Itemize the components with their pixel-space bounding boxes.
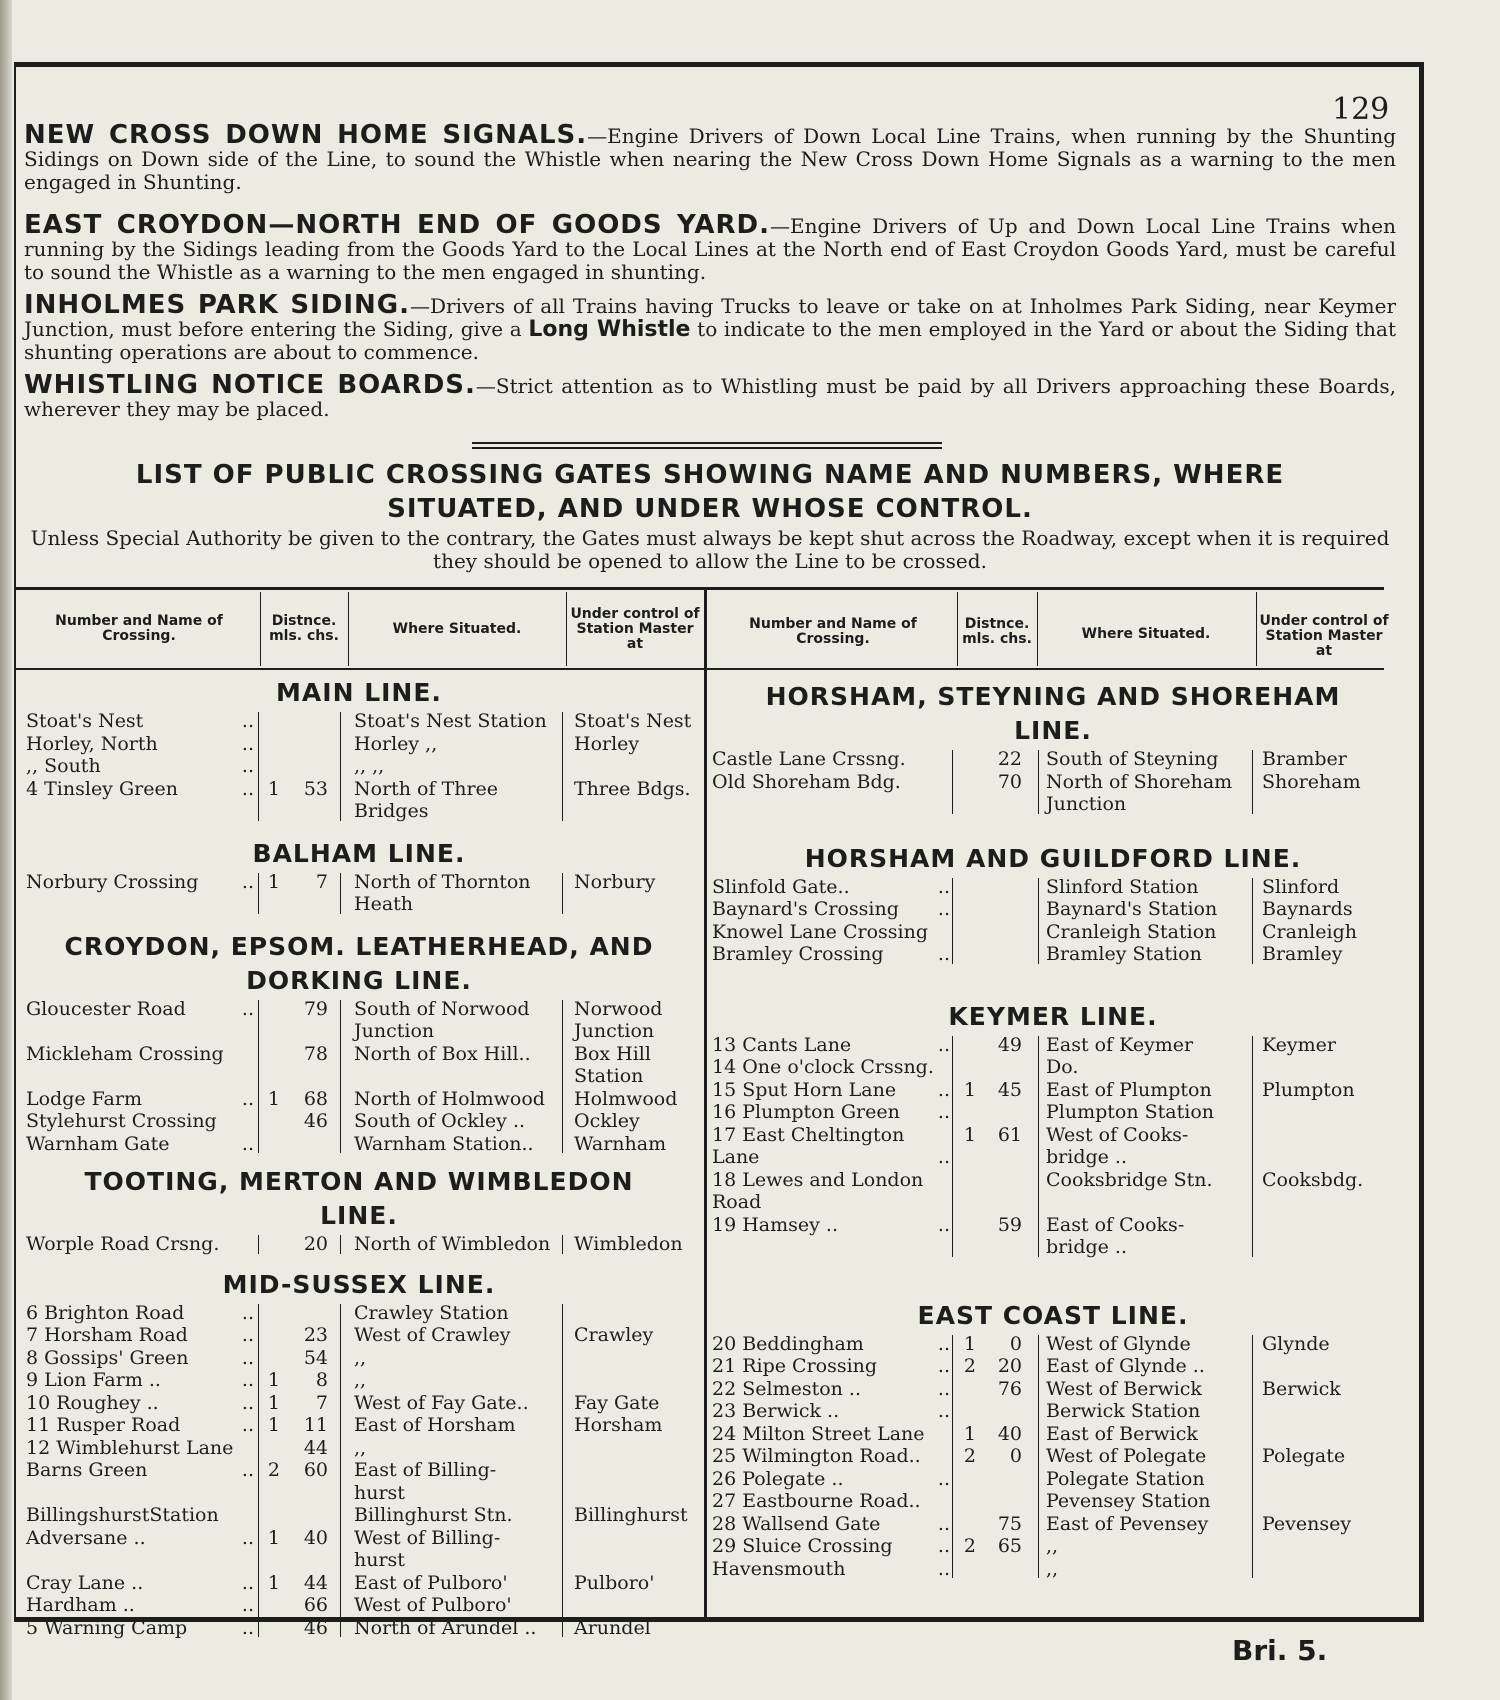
where-situated: Junction bbox=[1046, 793, 1127, 815]
crossing-name: Barns Green bbox=[26, 1459, 148, 1481]
where-situated: Warnham Station.. bbox=[354, 1132, 534, 1155]
where-situated: Stoat's Nest Station bbox=[354, 710, 547, 732]
leader-dots: .. bbox=[241, 1571, 254, 1594]
leader-dots: .. bbox=[241, 710, 254, 732]
leader-dots: .. bbox=[241, 1369, 254, 1391]
where-situated: hurst bbox=[354, 1481, 405, 1504]
crossing-name: Old Shoreham Bdg. bbox=[712, 770, 901, 793]
crossing-name: 17 East Cheltington bbox=[712, 1123, 905, 1146]
leader-dots: .. bbox=[937, 1557, 950, 1580]
notice-text: —Strict attention as to Whistling must be paid by all Drivers approaching these Boards, wherever they may be placed. bbox=[24, 374, 1396, 421]
distance-miles: 1 bbox=[267, 1526, 280, 1549]
notice-heading: INHOLMES PARK SIDING. bbox=[24, 290, 411, 320]
leader-dots: .. bbox=[241, 1301, 254, 1324]
station-master: Crawley bbox=[574, 1324, 654, 1346]
distance-miles: 1 bbox=[963, 1332, 976, 1355]
section-title: KEYMER LINE. bbox=[948, 1001, 1158, 1031]
crossing-name: Road bbox=[712, 1191, 762, 1213]
distance-chains: 11 bbox=[303, 1414, 328, 1436]
station-master: Norbury bbox=[574, 870, 656, 893]
crossing-name: 8 Gossips' Green bbox=[26, 1346, 189, 1369]
distance-chains: 66 bbox=[303, 1594, 328, 1616]
station-master: Baynards bbox=[1262, 898, 1353, 920]
distance-miles: 2 bbox=[963, 1445, 976, 1467]
leader-dots: .. bbox=[937, 1400, 950, 1422]
crossing-name: 24 Milton Street Lane bbox=[712, 1422, 925, 1445]
section-title: LINE. bbox=[1014, 716, 1092, 745]
leader-dots: .. bbox=[937, 1146, 950, 1168]
where-situated: West of Crawley bbox=[354, 1324, 511, 1346]
leader-dots: .. bbox=[937, 1078, 950, 1101]
page-number: 129 bbox=[1332, 92, 1390, 127]
station-master: Bramber bbox=[1262, 748, 1347, 770]
where-situated: Cooksbridge Stn. bbox=[1046, 1168, 1213, 1191]
where-situated: Heath bbox=[354, 893, 414, 915]
crossing-name: Gloucester Road bbox=[26, 997, 186, 1020]
station-master: Junction bbox=[574, 1020, 655, 1042]
leader-dots: .. bbox=[241, 997, 254, 1020]
where-situated: bridge .. bbox=[1046, 1236, 1128, 1258]
distance-chains: 40 bbox=[303, 1526, 328, 1549]
leader-dots: .. bbox=[241, 1391, 254, 1414]
distance-chains: 79 bbox=[303, 997, 328, 1020]
header-where: Where Situated. bbox=[392, 621, 522, 637]
station-master: Bramley bbox=[1262, 943, 1343, 965]
where-situated: Pevensey Station bbox=[1046, 1490, 1211, 1512]
station-master: Pulboro' bbox=[574, 1571, 655, 1594]
crossing-name: ,, South bbox=[26, 755, 101, 777]
section-title: LINE. bbox=[320, 1201, 398, 1230]
station-master: Horsham bbox=[574, 1414, 663, 1436]
leader-dots: .. bbox=[937, 1377, 950, 1400]
where-situated: ,, bbox=[354, 1369, 367, 1391]
distance-chains: 60 bbox=[303, 1459, 328, 1481]
station-master: Shoreham bbox=[1262, 770, 1361, 793]
leader-dots: .. bbox=[937, 1332, 950, 1355]
notice-whistling bbox=[24, 370, 1396, 421]
list-title-line: LIST OF PUBLIC CROSSING GATES SHOWING NAME AND NUMBERS, WHERE bbox=[135, 460, 1285, 490]
station-master: Norwood bbox=[574, 997, 663, 1020]
station-master: Billinghurst bbox=[574, 1504, 688, 1526]
crossing-name: 12 Wimblehurst Lane bbox=[26, 1436, 234, 1459]
leader-dots: .. bbox=[241, 1526, 254, 1549]
crossing-name: Castle Lane Crssng. bbox=[712, 748, 906, 770]
station-master: Stoat's Nest bbox=[574, 710, 692, 732]
where-situated: East of Keymer bbox=[1046, 1033, 1194, 1056]
where-situated: North of Three bbox=[354, 777, 499, 800]
leader-dots: .. bbox=[241, 1459, 254, 1481]
column-divider bbox=[704, 589, 707, 1619]
leader-dots: .. bbox=[241, 1616, 254, 1639]
leader-dots: .. bbox=[241, 777, 254, 800]
where-situated: North of Arundel .. bbox=[354, 1616, 537, 1639]
distance-chains: 23 bbox=[303, 1324, 328, 1346]
list-title bbox=[24, 458, 1396, 526]
distance-chains: 8 bbox=[315, 1369, 328, 1391]
where-situated: South of Ockley .. bbox=[354, 1110, 526, 1132]
distance-miles: 1 bbox=[267, 1414, 280, 1436]
list-title-line: SITUATED, AND UNDER WHOSE CONTROL. bbox=[387, 494, 1033, 524]
station-master: Plumpton bbox=[1262, 1078, 1355, 1101]
notice-east-croydon bbox=[24, 210, 1396, 284]
leader-dots: .. bbox=[241, 1087, 254, 1110]
section-title: HORSHAM AND GUILDFORD LINE. bbox=[804, 843, 1302, 873]
crossing-name: 18 Lewes and London bbox=[712, 1168, 924, 1191]
crossing-name: 21 Ripe Crossing bbox=[712, 1355, 878, 1377]
station-master: Ockley bbox=[574, 1110, 640, 1132]
distance-chains: 7 bbox=[315, 870, 328, 893]
where-situated: West of Pulboro' bbox=[354, 1594, 512, 1616]
crossing-name: Adversane .. bbox=[26, 1526, 146, 1549]
leader-dots: .. bbox=[937, 875, 950, 898]
crossing-name: 7 Horsham Road bbox=[26, 1324, 188, 1346]
crossing-name: Norbury Crossing bbox=[26, 870, 199, 893]
where-situated: bridge .. bbox=[1046, 1146, 1128, 1168]
leader-dots: .. bbox=[241, 1346, 254, 1369]
crossing-name: Baynard's Crossing bbox=[712, 898, 899, 920]
where-situated: North of Wimbledon bbox=[354, 1233, 551, 1255]
notice-text: —Drivers of all Trains having Trucks to leave or take on at Inholmes Park Siding, near Keymer Junction, must before entering the Siding, give a bbox=[24, 294, 1397, 341]
station-master: Three Bdgs. bbox=[574, 777, 691, 800]
where-situated: East of Billing- bbox=[354, 1459, 497, 1481]
station-master: Berwick bbox=[1262, 1377, 1341, 1400]
crossing-name: Horley, North bbox=[26, 732, 158, 755]
crossing-name: 15 Sput Horn Lane bbox=[712, 1078, 897, 1101]
distance-chains: 22 bbox=[997, 748, 1022, 770]
crossing-name: Lodge Farm bbox=[26, 1087, 142, 1110]
distance-chains: 45 bbox=[997, 1078, 1022, 1101]
crossing-name: 13 Cants Lane bbox=[712, 1033, 852, 1056]
where-situated: East of Horsham bbox=[354, 1414, 516, 1436]
station-master: Warnham bbox=[574, 1132, 667, 1155]
leader-dots: .. bbox=[241, 1324, 254, 1346]
crossing-name: Knowel Lane Crossing bbox=[712, 920, 928, 943]
distance-chains: 44 bbox=[303, 1436, 328, 1459]
leader-dots: .. bbox=[241, 732, 254, 755]
distance-miles: 2 bbox=[963, 1535, 976, 1557]
where-situated: Plumpton Station bbox=[1046, 1101, 1214, 1123]
distance-chains: 68 bbox=[303, 1087, 328, 1110]
station-master: Slinford bbox=[1262, 875, 1340, 898]
crossing-name: Slinfold Gate.. bbox=[712, 875, 850, 898]
where-situated: ,, bbox=[1046, 1535, 1059, 1557]
distance-chains: 49 bbox=[997, 1033, 1022, 1056]
station-master: Box Hill bbox=[574, 1042, 651, 1065]
where-situated: Bridges bbox=[354, 800, 429, 822]
where-situated: East of Berwick bbox=[1046, 1422, 1198, 1445]
distance-chains: 20 bbox=[997, 1355, 1022, 1377]
header-distance: Distnce. mls. chs. bbox=[269, 613, 339, 644]
station-master: Fay Gate bbox=[574, 1391, 660, 1414]
notice-text: —Engine Drivers of Up and Down Local Line Trains when running by the Sidings leading from the Goods Yard to the Local Lines at the North end of East Croydon Goods Yard, must be careful to sound the Whistle as a warning to the men engaged in shunting. bbox=[24, 214, 1396, 284]
section-title: HORSHAM, STEYNING AND SHOREHAM bbox=[765, 682, 1341, 711]
distance-chains: 59 bbox=[997, 1213, 1022, 1236]
crossing-name: Worple Road Crsng. bbox=[26, 1233, 220, 1255]
distance-chains: 0 bbox=[1009, 1445, 1022, 1467]
section-title: MID-SUSSEX LINE. bbox=[222, 1269, 496, 1299]
notice-new-cross bbox=[24, 120, 1396, 194]
distance-chains: 44 bbox=[303, 1571, 328, 1594]
distance-chains: 53 bbox=[303, 777, 328, 800]
notice-heading: NEW CROSS DOWN HOME SIGNALS. bbox=[24, 120, 588, 150]
station-master: Horley bbox=[574, 732, 640, 755]
crossing-name: Havensmouth bbox=[712, 1557, 846, 1580]
distance-miles: 2 bbox=[963, 1355, 976, 1377]
distance-miles: 1 bbox=[963, 1078, 976, 1101]
distance-chains: 75 bbox=[997, 1512, 1022, 1535]
distance-miles: 1 bbox=[267, 1087, 280, 1110]
distance-chains: 20 bbox=[303, 1233, 328, 1255]
where-situated: East of Plumpton bbox=[1046, 1078, 1212, 1101]
leader-dots: .. bbox=[937, 1467, 950, 1490]
station-master: Station bbox=[574, 1065, 644, 1087]
where-situated: North of Shoreham bbox=[1046, 770, 1233, 793]
notice-inholmes bbox=[24, 290, 1397, 364]
where-situated: West of Polegate bbox=[1046, 1445, 1207, 1467]
station-master: Keymer bbox=[1262, 1033, 1337, 1056]
notice-text: —Engine Drivers of Down Local Line Trains, when running by the Shunting Sidings on Down side of the Line, to sound the Whistle when nearing the New Cross Down Home Signals as a warning to the men engaged in Shunting. bbox=[24, 124, 1396, 194]
leader-dots: .. bbox=[937, 943, 950, 965]
leader-dots: .. bbox=[937, 1033, 950, 1056]
leader-dots: .. bbox=[241, 870, 254, 893]
where-situated: Polegate Station bbox=[1046, 1467, 1205, 1490]
header-control: Under control of Station Master at bbox=[1259, 613, 1389, 659]
distance-miles: 1 bbox=[267, 1571, 280, 1594]
crossing-name: Stylehurst Crossing bbox=[26, 1110, 217, 1132]
where-situated: West of Berwick bbox=[1046, 1377, 1202, 1400]
where-situated: West of Glynde bbox=[1046, 1332, 1191, 1355]
where-situated: ,, ,, bbox=[354, 755, 385, 777]
where-situated: South of Norwood bbox=[354, 997, 530, 1020]
crossing-name: 28 Wallsend Gate bbox=[712, 1512, 881, 1535]
section-title: CROYDON, EPSOM. LEATHERHEAD, AND bbox=[64, 931, 654, 961]
crossing-name: Warnham Gate bbox=[26, 1132, 170, 1155]
where-situated: Junction bbox=[354, 1020, 435, 1042]
crossing-name: 6 Brighton Road bbox=[26, 1301, 185, 1324]
crossing-name: Cray Lane .. bbox=[26, 1571, 144, 1594]
header-where: Where Situated. bbox=[1081, 626, 1211, 642]
crossing-name: 11 Rusper Road bbox=[26, 1414, 181, 1436]
list-note: Unless Special Authority be given to the contrary, the Gates must always be kept shut across the Roadway, except when it is required they should be opened to allow the Line to be crossed. bbox=[30, 526, 1390, 573]
section-title: EAST COAST LINE. bbox=[917, 1300, 1189, 1330]
station-master: Pevensey bbox=[1262, 1512, 1352, 1535]
where-situated: West of Billing- bbox=[354, 1526, 501, 1549]
notice-heading: EAST CROYDON—NORTH END OF GOODS YARD. bbox=[24, 210, 770, 240]
crossing-name: 22 Selmeston .. bbox=[712, 1377, 861, 1400]
distance-chains: 46 bbox=[303, 1110, 328, 1132]
leader-dots: .. bbox=[241, 755, 254, 777]
crossing-name: Stoat's Nest bbox=[26, 710, 144, 732]
section-title: BALHAM LINE. bbox=[252, 838, 466, 868]
distance-chains: 54 bbox=[303, 1346, 328, 1369]
where-situated: ,, bbox=[1046, 1557, 1059, 1580]
crossing-name: 19 Hamsey .. bbox=[712, 1213, 838, 1236]
crossing-name: 5 Warning Camp bbox=[26, 1616, 188, 1639]
where-situated: Billinghurst Stn. bbox=[354, 1504, 513, 1526]
notice-text: to indicate to the men employed in the Yard or about the Siding that shunting operations are about to commence. bbox=[24, 317, 1396, 364]
crossing-name: 4 Tinsley Green bbox=[26, 777, 178, 800]
distance-miles: 1 bbox=[963, 1422, 976, 1445]
distance-chains: 46 bbox=[303, 1616, 328, 1639]
header-bottom-rule bbox=[14, 668, 1384, 670]
crossing-name: 10 Roughey .. bbox=[26, 1391, 159, 1414]
section-title: TOOTING, MERTON AND WIMBLEDON bbox=[84, 1167, 634, 1196]
station-master: Cranleigh bbox=[1262, 920, 1357, 943]
distance-chains: 7 bbox=[315, 1391, 328, 1414]
crossing-name: 25 Wilmington Road.. bbox=[712, 1445, 921, 1467]
distance-miles: 2 bbox=[267, 1459, 280, 1481]
where-situated: West of Cooks- bbox=[1046, 1123, 1189, 1146]
where-situated: Berwick Station bbox=[1046, 1400, 1201, 1422]
footer-mark: Bri. 5. bbox=[1232, 1634, 1328, 1667]
notice-heading: WHISTLING NOTICE BOARDS. bbox=[24, 370, 476, 400]
where-situated: ,, bbox=[354, 1436, 367, 1459]
where-situated: hurst bbox=[354, 1549, 405, 1571]
station-master: Polegate bbox=[1262, 1445, 1346, 1467]
table-top-rule bbox=[14, 587, 1384, 590]
where-situated: North of Box Hill.. bbox=[354, 1042, 531, 1065]
crossing-name: Lane bbox=[712, 1146, 760, 1168]
header-name: Number and Name of Crossing. bbox=[55, 613, 223, 644]
where-situated: North of Thornton bbox=[354, 870, 531, 893]
crossing-name: 14 One o'clock Crssng. bbox=[712, 1056, 934, 1078]
where-situated: North of Holmwood bbox=[354, 1087, 545, 1110]
station-master: Cooksbdg. bbox=[1262, 1168, 1364, 1191]
station-master: Arundel bbox=[574, 1616, 651, 1639]
leader-dots: .. bbox=[937, 1101, 950, 1123]
distance-chains: 65 bbox=[997, 1535, 1022, 1557]
crossing-name: BillingshurstStation bbox=[26, 1504, 219, 1526]
station-master: Holmwood bbox=[574, 1087, 678, 1110]
where-situated: Horley ,, bbox=[354, 732, 438, 755]
distance-miles: 1 bbox=[267, 1369, 280, 1391]
distance-chains: 61 bbox=[997, 1123, 1022, 1146]
where-situated: East of Glynde .. bbox=[1046, 1355, 1205, 1377]
station-master: Wimbledon bbox=[574, 1233, 683, 1255]
leader-dots: .. bbox=[937, 1213, 950, 1236]
where-situated: Crawley Station bbox=[354, 1301, 509, 1324]
leader-dots: .. bbox=[241, 1594, 254, 1616]
distance-miles: 1 bbox=[267, 870, 280, 893]
crossing-name: Mickleham Crossing bbox=[26, 1042, 224, 1065]
distance-miles: 1 bbox=[267, 1391, 280, 1414]
header-distance: Distnce. mls. chs. bbox=[962, 616, 1032, 647]
where-situated: East of Pulboro' bbox=[354, 1571, 508, 1594]
where-situated: East of Cooks- bbox=[1046, 1213, 1185, 1236]
leader-dots: .. bbox=[937, 898, 950, 920]
distance-miles: 1 bbox=[963, 1123, 976, 1146]
where-situated: ,, bbox=[354, 1346, 367, 1369]
leader-dots: .. bbox=[241, 1414, 254, 1436]
leader-dots: .. bbox=[241, 1132, 254, 1155]
where-situated: Do. bbox=[1046, 1056, 1079, 1078]
station-master: Glynde bbox=[1262, 1332, 1330, 1355]
crossing-name: 9 Lion Farm .. bbox=[26, 1369, 161, 1391]
crossing-name: 23 Berwick .. bbox=[712, 1400, 840, 1422]
double-rule bbox=[472, 442, 942, 449]
distance-chains: 70 bbox=[997, 770, 1022, 793]
section-title: DORKING LINE. bbox=[246, 965, 472, 995]
distance-miles: 1 bbox=[267, 777, 280, 800]
crossing-name: Hardham .. bbox=[26, 1594, 135, 1616]
where-situated: West of Fay Gate.. bbox=[354, 1391, 529, 1414]
header-control: Under control of Station Master at bbox=[570, 606, 700, 652]
page-gutter bbox=[0, 0, 12, 1700]
distance-chains: 40 bbox=[997, 1422, 1022, 1445]
header-name: Number and Name of Crossing. bbox=[749, 616, 917, 647]
crossing-name: Bramley Crossing bbox=[712, 943, 884, 965]
distance-chains: 78 bbox=[303, 1042, 328, 1065]
section-title: MAIN LINE. bbox=[276, 678, 442, 707]
where-situated: Baynard's Station bbox=[1046, 898, 1218, 920]
notice-emphasis: Long Whistle bbox=[528, 317, 691, 342]
where-situated: Cranleigh Station bbox=[1046, 920, 1217, 943]
leader-dots: .. bbox=[937, 1535, 950, 1557]
crossing-name: 29 Sluice Crossing bbox=[712, 1535, 893, 1557]
crossing-name: 26 Polegate .. bbox=[712, 1467, 844, 1490]
leader-dots: .. bbox=[937, 1355, 950, 1377]
where-situated: Bramley Station bbox=[1046, 943, 1202, 965]
distance-chains: 0 bbox=[1009, 1332, 1022, 1355]
where-situated: Slinford Station bbox=[1046, 875, 1199, 898]
crossing-name: 20 Beddingham bbox=[712, 1332, 864, 1355]
where-situated: East of Pevensey bbox=[1046, 1512, 1209, 1535]
crossing-name: 16 Plumpton Green bbox=[712, 1101, 900, 1123]
distance-chains: 76 bbox=[997, 1377, 1022, 1400]
crossing-name: 27 Eastbourne Road.. bbox=[712, 1490, 921, 1512]
where-situated: South of Steyning bbox=[1046, 748, 1219, 770]
leader-dots: .. bbox=[937, 1512, 950, 1535]
